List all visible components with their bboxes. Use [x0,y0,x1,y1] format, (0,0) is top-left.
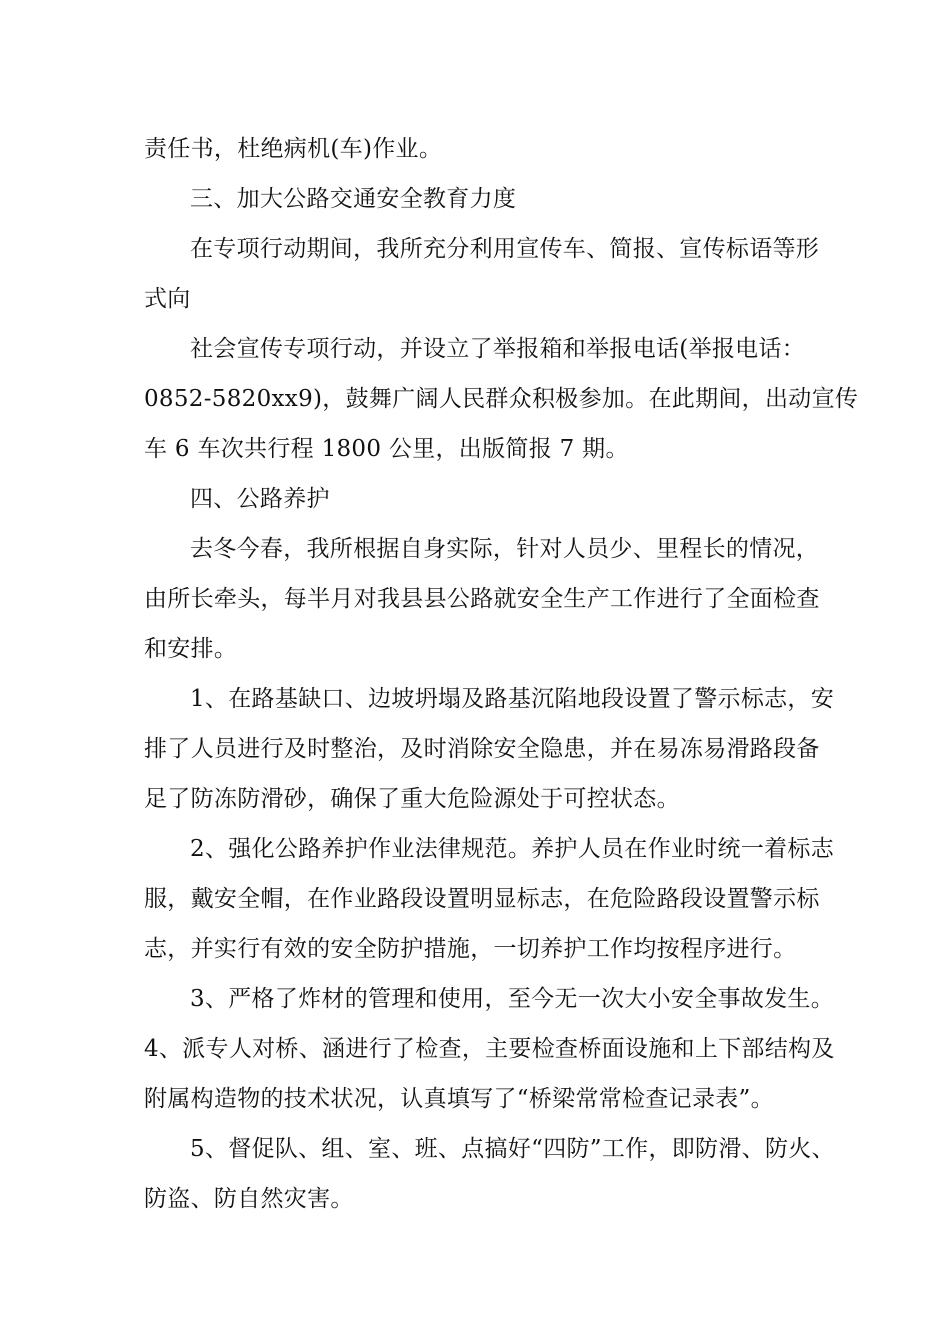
text-line: 车 6 车次共行程 1800 公里，出版简报 7 期。 [144,436,629,462]
text-line: 社会宣传专项行动，并设立了举报箱和举报电话(举报电话： [190,336,806,362]
text-line: 和安排。 [144,636,238,662]
list-item: 3、严格了炸材的管理和使用，至今无一次大小安全事故发生。 [190,986,835,1012]
text-line: 志，并实行有效的安全防护措施，一切养护工作均按程序进行。 [144,936,797,962]
text-line: 在专项行动期间，我所充分利用宣传车、简报、宣传标语等形 [190,236,820,262]
text-line: 足了防冻防滑砂，确保了重大危险源处于可控状态。 [144,786,680,812]
text-line: 附属构造物的技术状况，认真填写了“桥梁常常检查记录表”。 [144,1086,774,1112]
text-line: 防盗、防自然灾害。 [144,1186,354,1212]
text-line: 责任书，杜绝病机(车)作业。 [144,136,443,162]
section-heading: 四、公路养护 [190,486,330,512]
list-item: 2、强化公路养护作业法律规范。养护人员在作业时统一着标志 [190,836,835,862]
list-item: 1、在路基缺口、边坡坍塌及路基沉陷地段设置了警示标志，安 [190,686,835,712]
text-line: 去冬今春，我所根据自身实际，针对人员少、里程长的情况， [190,536,820,562]
list-item: 5、督促队、组、室、班、点搞好“四防”工作，即防滑、防火、 [190,1136,835,1162]
list-item: 4、派专人对桥、涵进行了检查，主要检查桥面设施和上下部结构及 [144,1036,835,1062]
text-line: 由所长牵头，每半月对我县县公路就安全生产工作进行了全面检查 [144,586,820,612]
text-line: 排了人员进行及时整治，及时消除安全隐患，并在易冻易滑路段备 [144,736,820,762]
text-line: 0852-5820xx9)，鼓舞广阔人民群众积极参加。在此期间，出动宣传 [144,386,859,412]
text-line: 式向 [144,286,191,312]
section-heading: 三、加大公路交通安全教育力度 [190,186,517,212]
text-line: 服，戴安全帽，在作业路段设置明显标志，在危险路段设置警示标 [144,886,820,912]
